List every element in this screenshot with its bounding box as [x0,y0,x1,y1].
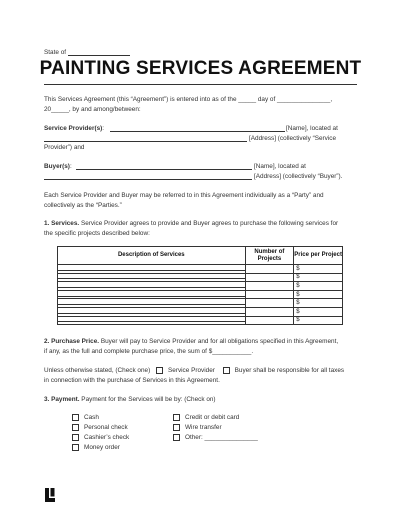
wire-checkbox[interactable] [173,424,180,431]
taxes-option-provider: Service Provider [168,367,215,375]
cell-inner-rule [58,301,245,305]
section1-heading: 1. Services. [44,220,80,227]
description-cell[interactable] [58,307,246,316]
number-cell[interactable] [245,282,294,291]
description-cell[interactable] [58,273,246,282]
table-row [58,299,343,308]
taxes-line-2: in connection with the purchase of Services in this Agreement. [44,377,220,384]
section1-text: Service Provider agrees to provide and Buyer agrees to purchase the following services for [79,220,339,227]
payment-wire: Wire transfer [185,424,222,432]
state-line [44,49,66,57]
number-cell[interactable] [245,273,294,282]
provider-line-3: Provider”) and [44,144,85,151]
table-row [58,290,343,299]
price-cell[interactable]: $ [294,290,343,299]
payment-option [173,414,239,422]
description-cell[interactable] [58,290,246,299]
table-row [58,265,343,274]
provider-address-tail: [Address] (collectively “Service [249,135,337,142]
cashiers-check-checkbox[interactable] [72,434,79,441]
buyer-label: Buyer(s) [44,163,70,170]
party-line-1: Each Service Provider and Buyer may be referred to in this Agreement individually as a “Party” and [44,192,324,199]
personal-check-checkbox[interactable] [72,424,79,431]
provider-line-1: Service Provider(s): [44,125,105,132]
brand-logo-icon [44,488,56,502]
payment-option [173,434,258,442]
header-price: Price per Project [294,247,343,265]
cell-inner-rule [58,275,245,279]
description-cell[interactable] [58,299,246,308]
price-cell[interactable]: $ [294,273,343,282]
price-cell[interactable]: $ [294,282,343,291]
payment-option [72,444,120,452]
description-cell[interactable] [58,282,246,291]
state-label: State of [44,49,67,56]
section3-heading: 3. Payment. [44,396,80,403]
payment-cash: Cash [84,414,99,422]
payment-card: Credit or debit card [185,414,240,422]
cell-inner-rule [58,318,245,322]
section2-line-1 [44,338,338,346]
table-row [58,273,343,282]
payment-option [72,434,129,442]
intro-line-1: This Services Agreement (this “Agreement”) is entered into as of the _____ day of _______________, [44,96,333,103]
title-divider [44,84,357,85]
cell-inner-rule [58,310,245,314]
table-row [58,282,343,291]
taxes-option-buyer: Buyer shall be responsible for all taxes [234,367,345,375]
price-cell[interactable]: $ [294,299,343,308]
state-blank[interactable] [68,55,130,56]
table-header-row [58,247,343,265]
section2-line-2: if any, as the full and complete purchase price, the sum of $___________. [44,348,254,355]
price-cell[interactable]: $ [294,316,343,325]
cell-inner-rule [58,267,245,271]
price-cell[interactable]: $ [294,265,343,274]
buyer-name-tail: [Name], located at [254,163,306,170]
section1-line-2: the specific projects described below: [44,230,150,237]
number-cell[interactable] [245,307,294,316]
number-cell[interactable] [245,316,294,325]
taxes-line-1 [44,367,344,375]
section3-text: Payment for the Services will be by: (Check on) [79,396,216,403]
header-number: Number of Projects [245,247,294,265]
services-table [57,246,343,325]
section1-line-1 [44,220,338,228]
payment-other: Other: _______________ [185,434,258,442]
table-row [58,316,343,325]
section2-text: Buyer will pay to Service Provider and for all obligations specified in this Agreement, [99,338,339,345]
cell-inner-rule [58,293,245,297]
taxes-prefix: Unless otherwise stated, (Check one) [44,367,151,375]
buyer-name-blank[interactable] [76,169,252,170]
provider-label: Service Provider(s) [44,125,103,132]
payment-option [72,414,99,422]
description-cell[interactable] [58,316,246,325]
payment-option [72,424,128,432]
intro-line-2: 20_____, by and among/between: [44,106,141,113]
number-cell[interactable] [245,265,294,274]
payment-personal-check: Personal check [84,424,128,432]
money-order-checkbox[interactable] [72,444,79,451]
payment-cashiers-check: Cashier’s check [84,434,130,442]
provider-name-blank[interactable] [110,131,285,132]
other-checkbox[interactable] [173,434,180,441]
section3-line [44,396,216,404]
provider-name-tail: [Name], located at [286,125,338,132]
price-cell[interactable]: $ [294,307,343,316]
payment-money-order: Money order [84,444,120,452]
buyer-address-blank[interactable] [44,179,252,180]
buyer-address-tail: [Address] (collectively “Buyer”). [254,173,343,180]
description-cell[interactable] [58,265,246,274]
buyer-line-1: Buyer(s): [44,163,72,170]
cash-checkbox[interactable] [72,414,79,421]
card-checkbox[interactable] [173,414,180,421]
payment-option [173,424,222,432]
section2-heading: 2. Purchase Price. [44,338,100,345]
provider-address-blank[interactable] [44,141,247,142]
table-row [58,307,343,316]
number-cell[interactable] [245,290,294,299]
cell-inner-rule [58,284,245,288]
document-title: PAINTING SERVICES AGREEMENT [39,58,362,79]
taxes-buyer-checkbox[interactable] [223,367,230,374]
number-cell[interactable] [245,299,294,308]
taxes-provider-checkbox[interactable] [156,367,163,374]
header-description: Description of Services [58,247,246,265]
party-line-2: collectively as the “Parties.” [44,202,122,209]
